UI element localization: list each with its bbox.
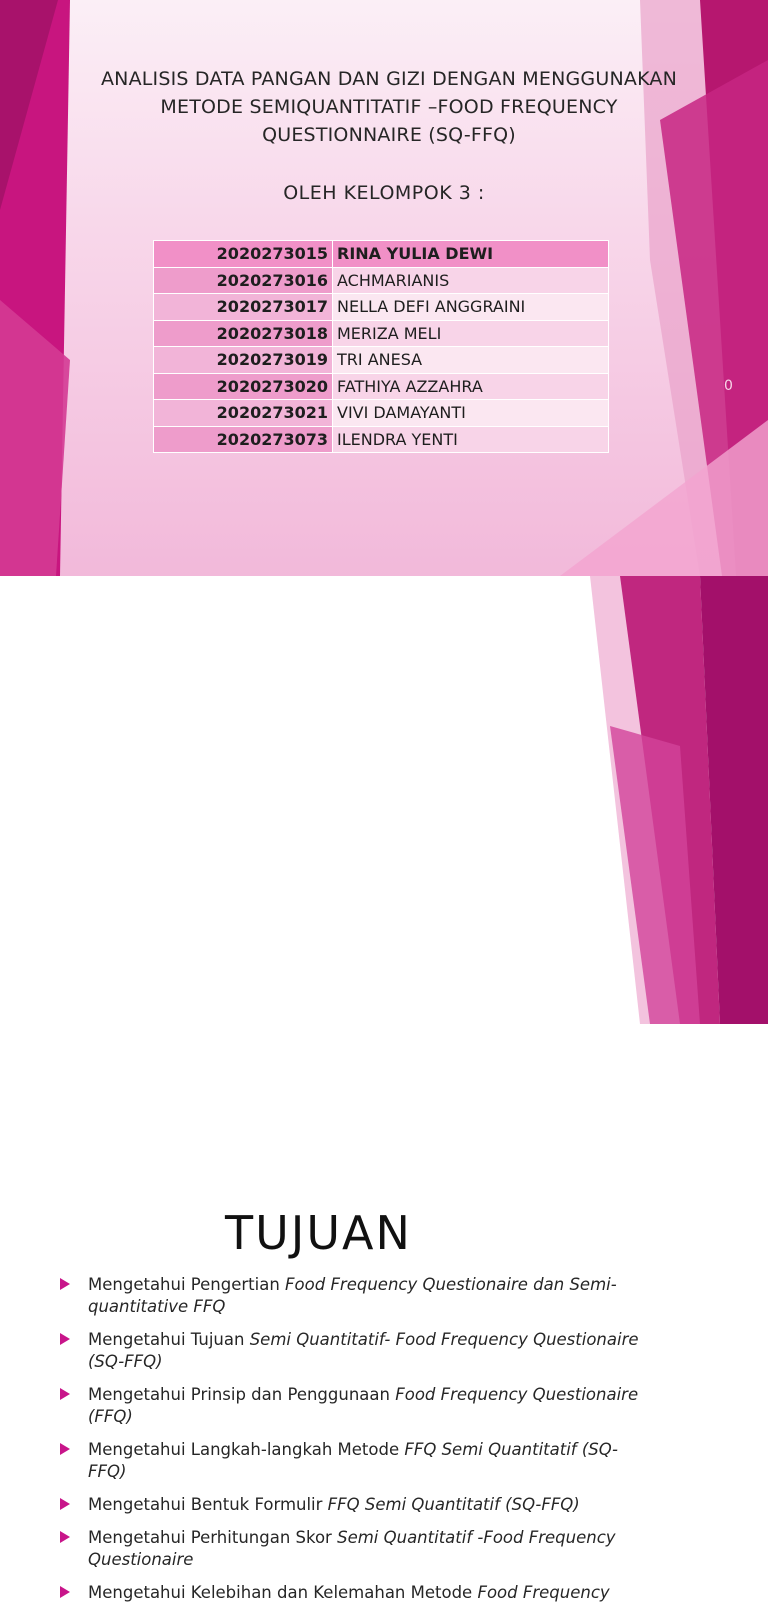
objective-italic-text: FFQ Semi Quantitatif (SQ-FFQ) bbox=[88, 1440, 619, 1481]
member-id: 2020273020 bbox=[154, 373, 333, 400]
member-row bbox=[154, 294, 609, 321]
member-name: NELLA DEFI ANGGRAINI bbox=[333, 294, 609, 321]
member-name: ACHMARIANIS bbox=[333, 267, 609, 294]
member-row bbox=[154, 267, 609, 294]
member-id: 2020273073 bbox=[154, 426, 333, 453]
triangle-bullet-icon bbox=[60, 1443, 70, 1455]
objectives-slide bbox=[0, 576, 768, 1602]
presentation-title bbox=[40, 65, 738, 149]
objectives-list bbox=[56, 1274, 646, 1615]
objective-text: Mengetahui Kelebihan dan Kelemahan Metode bbox=[88, 1583, 478, 1602]
member-row bbox=[154, 241, 609, 268]
member-name: RINA YULIA DEWI bbox=[333, 241, 609, 268]
member-name: VIVI DAMAYANTI bbox=[333, 400, 609, 427]
slide2-decoration bbox=[0, 576, 768, 1024]
objective-text: Mengetahui Perhitungan Skor bbox=[88, 1528, 338, 1547]
member-id: 2020273021 bbox=[154, 400, 333, 427]
slide-number: 0 bbox=[724, 378, 733, 394]
objective-italic-text: FFQ Semi Quantitatif (SQ-FFQ) bbox=[327, 1495, 580, 1514]
objective-italic-text: Food Frequency Questionaire (FFQ) bbox=[88, 1385, 639, 1426]
title-line-1: ANALISIS DATA PANGAN DAN GIZI DENGAN MENGGUNAKAN bbox=[100, 68, 678, 90]
objective-item bbox=[56, 1494, 646, 1516]
member-row bbox=[154, 400, 609, 427]
title-slide bbox=[0, 0, 768, 576]
member-row bbox=[154, 347, 609, 374]
member-name: FATHIYA AZZAHRA bbox=[333, 373, 609, 400]
objective-item bbox=[56, 1582, 646, 1604]
objective-item bbox=[56, 1329, 646, 1373]
member-name: TRI ANESA bbox=[333, 347, 609, 374]
objective-italic-text: Semi Quantitatif -Food Frequency Questionaire bbox=[88, 1528, 616, 1569]
objective-italic-text: Food Frequency Questionaire dan Semi-quantitative FFQ bbox=[88, 1275, 617, 1316]
members-table-body bbox=[154, 241, 609, 453]
objective-text: Mengetahui Prinsip dan Penggunaan bbox=[88, 1385, 396, 1404]
objective-item bbox=[56, 1439, 646, 1483]
member-id: 2020273015 bbox=[154, 241, 333, 268]
objective-text: Mengetahui Pengertian bbox=[88, 1275, 286, 1294]
members-table bbox=[153, 240, 609, 453]
slide-title: TUJUAN bbox=[225, 1206, 412, 1260]
objective-italic-text: Semi Quantitatif- Food Frequency Questionaire (SQ-FFQ) bbox=[88, 1330, 639, 1371]
triangle-bullet-icon bbox=[60, 1278, 70, 1290]
triangle-bullet-icon bbox=[60, 1498, 70, 1510]
objective-text: Mengetahui Langkah-langkah Metode bbox=[88, 1440, 405, 1459]
member-id: 2020273019 bbox=[154, 347, 333, 374]
triangle-bullet-icon bbox=[60, 1531, 70, 1543]
title-line-2: METODE SEMIQUANTITATIF –FOOD FREQUENCY bbox=[160, 96, 618, 118]
triangle-bullet-icon bbox=[60, 1333, 70, 1345]
member-row bbox=[154, 320, 609, 347]
member-name: ILENDRA YENTI bbox=[333, 426, 609, 453]
objective-item bbox=[56, 1384, 646, 1428]
title-line-3: QUESTIONNAIRE (SQ-FFQ) bbox=[262, 124, 516, 146]
member-id: 2020273017 bbox=[154, 294, 333, 321]
member-row bbox=[154, 426, 609, 453]
member-id: 2020273016 bbox=[154, 267, 333, 294]
objective-item bbox=[56, 1274, 646, 1318]
objective-item bbox=[56, 1527, 646, 1571]
objective-text: Mengetahui Bentuk Formulir bbox=[88, 1495, 328, 1514]
member-name: MERIZA MELI bbox=[333, 320, 609, 347]
objective-text: Mengetahui Tujuan bbox=[88, 1330, 250, 1349]
member-row bbox=[154, 373, 609, 400]
triangle-bullet-icon bbox=[60, 1586, 70, 1598]
group-subtitle: OLEH KELOMPOK 3 : bbox=[283, 182, 485, 204]
member-id: 2020273018 bbox=[154, 320, 333, 347]
objective-italic-text: Food Frequency bbox=[477, 1583, 610, 1602]
triangle-bullet-icon bbox=[60, 1388, 70, 1400]
